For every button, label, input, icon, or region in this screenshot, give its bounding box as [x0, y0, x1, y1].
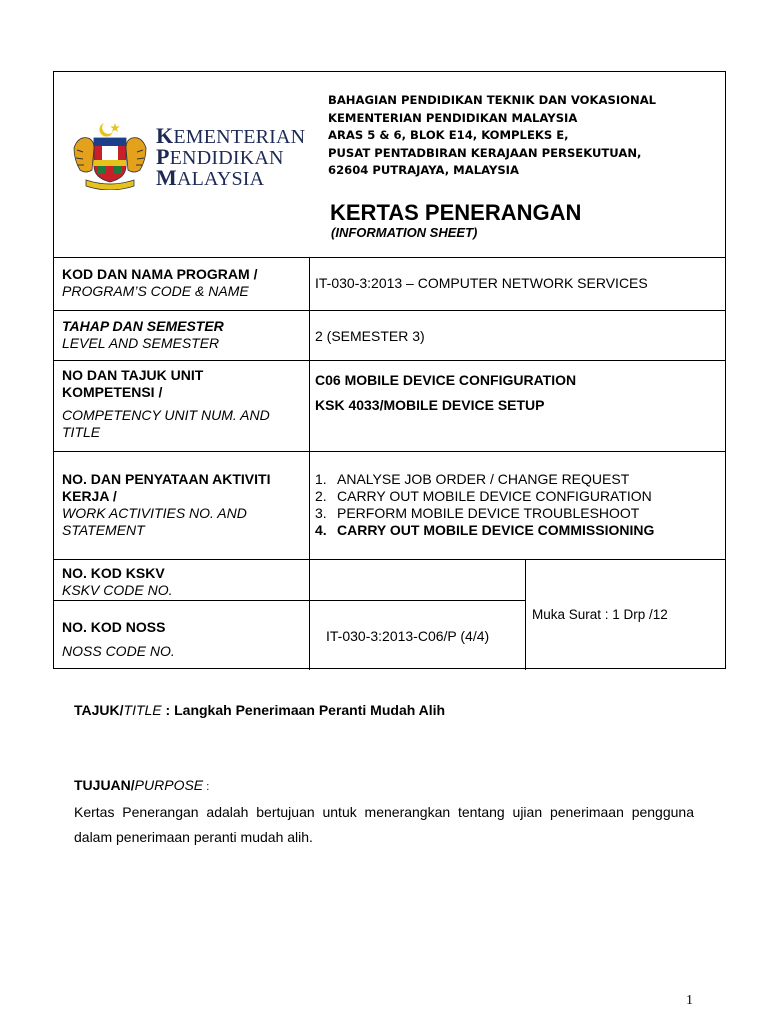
noss-value: IT-030-3:2013-C06/P (4/4) — [326, 628, 490, 644]
address-line: PUSAT PENTADBIRAN KERAJAAN PERSEKUTUAN, — [328, 145, 642, 160]
kskv-label-ms: NO. KOD KSKV — [62, 565, 165, 581]
page-number: 1 — [686, 993, 693, 1008]
competency-label-ms-2: KOMPETENSI / — [62, 384, 163, 400]
activities-label-en: WORK ACTIVITIES NO. AND — [62, 505, 247, 521]
address-line: 62604 PUTRAJAYA, MALAYSIA — [328, 163, 519, 178]
program-value: IT-030-3:2013 – COMPUTER NETWORK SERVICES — [315, 275, 648, 291]
competency-row — [54, 361, 725, 452]
level-row — [54, 311, 725, 361]
kskv-label-en: KSKV CODE NO. — [62, 582, 173, 598]
level-label-ms: TAHAP DAN SEMESTER — [62, 318, 224, 334]
information-sheet-table — [53, 71, 726, 669]
activities-label-ms-2: KERJA / — [62, 488, 117, 504]
header-row — [54, 72, 725, 258]
program-label-ms: KOD DAN NAMA PROGRAM / — [62, 266, 258, 282]
competency-unit: C06 MOBILE DEVICE CONFIGURATION — [315, 372, 577, 388]
coat-of-arms-icon — [68, 120, 152, 190]
list-item: 2. CARRY OUT MOBILE DEVICE CONFIGURATION — [315, 488, 652, 504]
logo-wordmark — [156, 123, 306, 190]
competency-label-en-2: TITLE — [62, 424, 101, 440]
noss-label-ms: NO. KOD NOSS — [62, 619, 166, 635]
logo-line-3: MALAYSIA — [156, 165, 265, 190]
level-label-en: LEVEL AND SEMESTER — [62, 335, 220, 351]
program-label-en: PROGRAM’S CODE & NAME — [62, 283, 249, 299]
list-item: 1. ANALYSE JOB ORDER / CHANGE REQUEST — [315, 471, 630, 487]
list-item: 3. PERFORM MOBILE DEVICE TROUBLESHOOT — [315, 505, 640, 521]
purpose-heading: TUJUAN/PURPOSE : — [74, 777, 210, 793]
document-title: KERTAS PENERANGAN — [330, 200, 582, 225]
logo-line-1: KEMENTERIAN — [156, 123, 306, 148]
topic-label-ms: TAJUK/ — [74, 702, 124, 718]
department-address — [328, 92, 656, 180]
document-subtitle: (INFORMATION SHEET) — [331, 225, 478, 240]
logo-line-2: PENDIDIKAN — [156, 144, 284, 169]
topic-value: Langkah Penerimaan Peranti Mudah Alih — [174, 702, 446, 718]
address-line: KEMENTERIAN PENDIDIKAN MALAYSIA — [328, 110, 578, 125]
address-line: BAHAGIAN PENDIDIKAN TEKNIK DAN VOKASIONAL — [328, 93, 657, 107]
activities-label-en-2: STATEMENT — [62, 522, 145, 538]
topic-line: TAJUK/TITLE : Langkah Penerimaan Peranti Mudah Alih — [74, 702, 446, 718]
purpose-label-en: PURPOSE — [134, 777, 204, 793]
code-block — [54, 560, 725, 670]
level-value: 2 (SEMESTER 3) — [315, 328, 425, 344]
competency-label-ms: NO DAN TAJUK UNIT — [62, 367, 204, 383]
program-row — [54, 258, 725, 311]
page-info: Muka Surat : 1 Drp /12 — [532, 607, 668, 622]
competency-ksk: KSK 4033/MOBILE DEVICE SETUP — [315, 397, 545, 413]
purpose-label-ms: TUJUAN/ — [74, 777, 135, 793]
address-line: ARAS 5 & 6, BLOK E14, KOMPLEKS E, — [328, 128, 569, 143]
purpose-text: Kertas Penerangan adalah bertujuan untuk menerangkan tentang ujian penerimaan pengguna dalam penerimaan peranti mudah alih. — [74, 804, 694, 845]
competency-label-en: COMPETENCY UNIT NUM. AND — [62, 407, 270, 423]
noss-label-en: NOSS CODE NO. — [62, 643, 175, 659]
ministry-logo — [68, 120, 318, 190]
activities-row — [54, 452, 725, 560]
activities-list — [315, 471, 654, 539]
activities-label-ms: NO. DAN PENYATAAN AKTIVITI — [62, 471, 271, 487]
list-item: 4. CARRY OUT MOBILE DEVICE COMMISSIONING — [315, 522, 655, 538]
topic-label-en: TITLE — [123, 702, 162, 718]
